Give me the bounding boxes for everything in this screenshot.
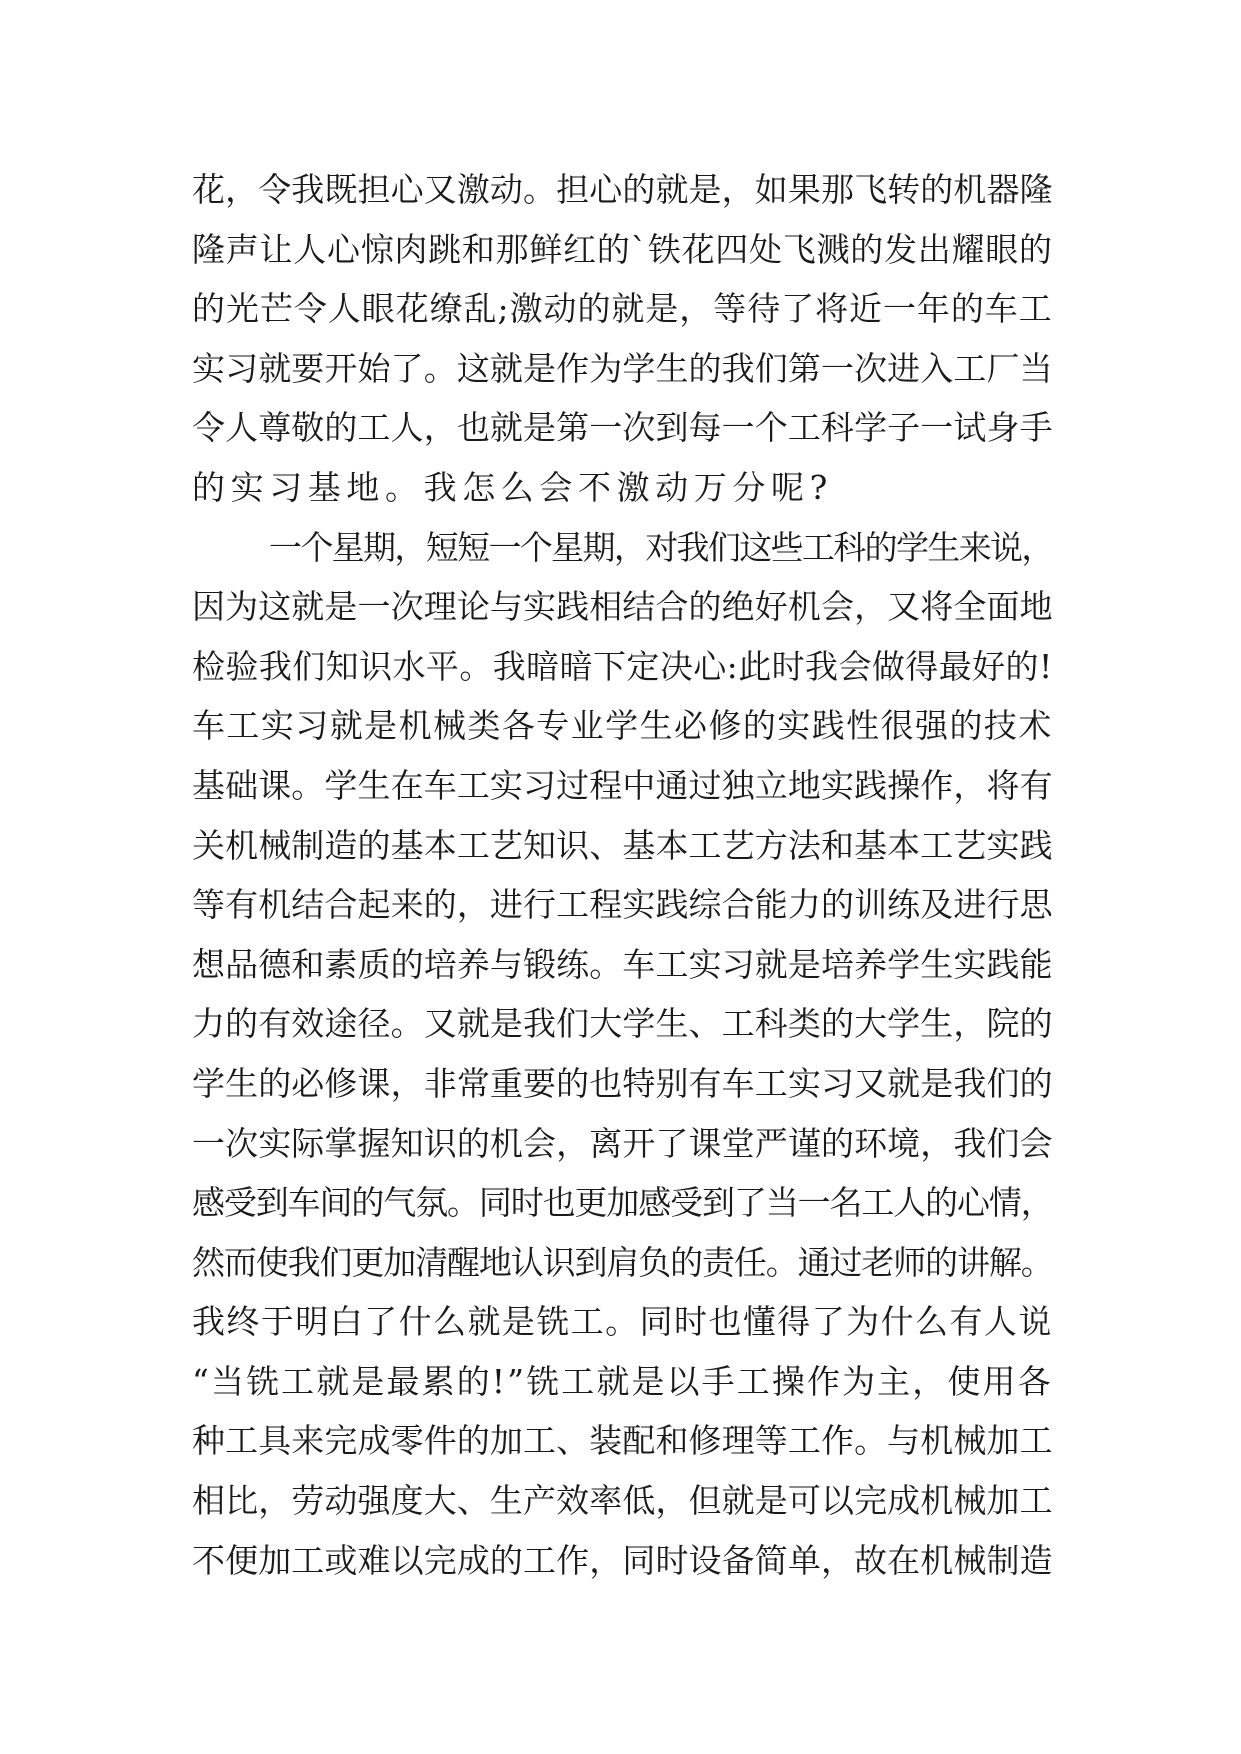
- text-line: 车工实习就是机械类各专业学生必修的实践性很强的技术: [192, 706, 1053, 746]
- text-line: “当铣工就是最累的!”铣工就是以手工操作为主，使用各: [192, 1361, 1053, 1401]
- text-line: 感受到车间的气氛。同时也更加感受到了当一名工人的心情，: [192, 1183, 1053, 1223]
- body-text: [192, 160, 1054, 1590]
- text-line: 等有机结合起来的，进行工程实践综合能力的训练及进行思: [192, 885, 1053, 925]
- text-line: 令人尊敬的工人，也就是第一次到每一个工科学子一试身手: [192, 408, 1053, 448]
- text-line: 学生的必修课，非常重要的也特别有车工实习又就是我们的: [192, 1063, 1053, 1103]
- text-line: 相比，劳动强度大、生产效率低，但就是可以完成机械加工: [192, 1481, 1053, 1521]
- text-line: 然而使我们更加清醒地认识到肩负的责任。通过老师的讲解。: [192, 1242, 1053, 1282]
- text-line: 力的有效途径。又就是我们大学生、工科类的大学生，院的: [192, 1004, 1053, 1044]
- text-line: 的实习基地。我怎么会不激动万分呢?: [192, 467, 833, 507]
- text-line: 种工具来完成零件的加工、装配和修理等工作。与机械加工: [192, 1421, 1053, 1461]
- text-line: 花，令我既担心又激动。担心的就是，如果那飞转的机器隆: [192, 170, 1053, 209]
- text-line: 基础课。学生在车工实习过程中通过独立地实践操作，将有: [192, 765, 1053, 805]
- text-line: 检验我们知识水平。我暗暗下定决心:此时我会做得最好的!: [192, 646, 1053, 686]
- text-line: 不便加工或难以完成的工作，同时设备简单，故在机械制造: [192, 1540, 1053, 1580]
- text-line: 一次实际掌握知识的机会，离开了课堂严谨的环境，我们会: [192, 1123, 1053, 1163]
- text-line: 想品德和素质的培养与锻练。车工实习就是培养学生实践能: [192, 944, 1053, 984]
- text-line: 因为这就是一次理论与实践相结合的绝好机会，又将全面地: [192, 587, 1053, 627]
- text-line: 的光芒令人眼花缭乱;激动的就是，等待了将近一年的车工: [192, 289, 1053, 329]
- text-line: 隆声让人心惊肉跳和那鲜红的`铁花四处飞溅的发出耀眼的: [192, 229, 1053, 269]
- text-line: 关机械制造的基本工艺知识、基本工艺方法和基本工艺实践: [192, 825, 1053, 865]
- text-line: 我终于明白了什么就是铣工。同时也懂得了为什么有人说: [192, 1302, 1053, 1342]
- text-line: 实习就要开始了。这就是作为学生的我们第一次进入工厂当: [192, 348, 1053, 388]
- paragraph-start-line: 一个星期，短短一个星期，对我们这些工科的学生来说，: [269, 527, 1053, 567]
